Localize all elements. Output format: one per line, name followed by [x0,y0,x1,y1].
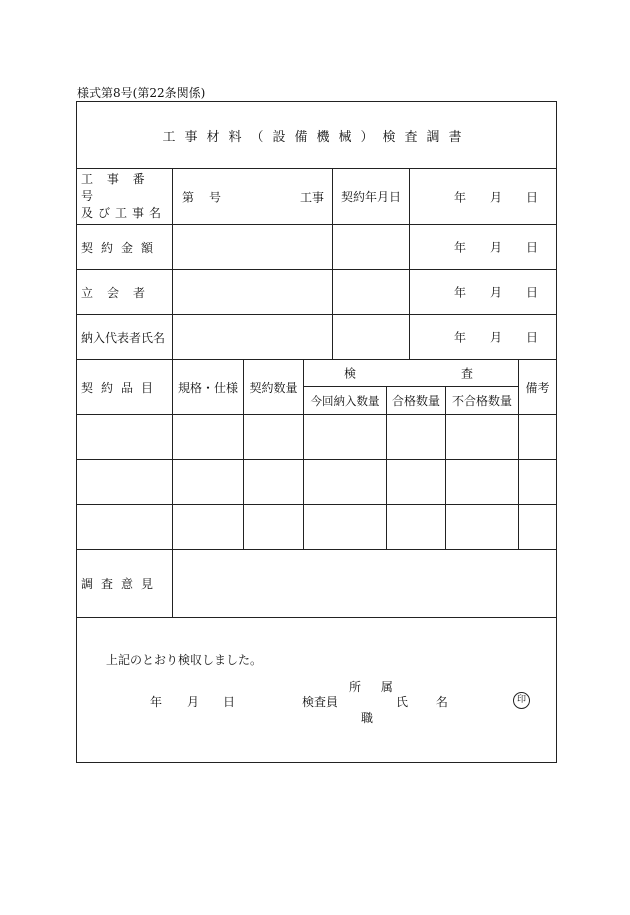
this-delivery-cell[interactable] [304,460,387,505]
table-row [77,415,557,460]
remarks-header: 備考 [519,360,557,415]
inspection-statement-section [77,618,557,763]
this-delivery-header: 今回納入数量 [304,387,387,415]
pass-qty-cell[interactable] [387,415,446,460]
fail-qty-header: 不合格数量 [446,387,519,415]
seal-icon: 印 [513,692,530,709]
day-label: 日 [526,285,539,300]
month-label: 月 [490,240,503,255]
construction-number-label-line1: 工 事 番 号 [81,172,150,203]
inspection-form-table [76,101,557,763]
fail-qty-cell[interactable] [446,460,519,505]
table-row [77,460,557,505]
statement-text: 上記のとおり検収しました。 [106,653,263,667]
delivery-rep-field[interactable] [173,315,333,360]
table-row [77,505,557,550]
inspection-ken: 検 [344,366,357,381]
contract-qty-cell[interactable] [244,505,304,550]
inspection-sa: 査 [461,366,474,381]
delivery-rep-date[interactable] [410,315,557,360]
witness-field[interactable] [173,270,333,315]
pass-qty-header: 合格数量 [387,387,446,415]
go-label: 号 [209,190,222,204]
remarks-cell[interactable] [519,415,557,460]
footer-day-label: 日 [223,695,236,709]
construction-number-label [77,169,173,225]
contract-amount-date[interactable] [410,225,557,270]
spec-cell[interactable] [173,460,244,505]
contract-date-label: 契約年月日 [333,169,410,225]
this-delivery-cell[interactable] [304,505,387,550]
witness-label: 立会者 [77,270,173,315]
construction-number-label-line2: 及び工事名 [81,206,167,220]
kouji-label: 工事 [299,190,324,204]
spec-header: 規格・仕様 [173,360,244,415]
month-label: 月 [490,330,503,345]
contract-amount-extra[interactable] [333,225,410,270]
opinion-label: 調査意見 [77,550,173,618]
item-cell[interactable] [77,415,173,460]
spec-cell[interactable] [173,505,244,550]
opinion-field[interactable] [173,550,557,618]
contract-amount-field[interactable] [173,225,333,270]
month-label: 月 [490,285,503,300]
affiliation-label: 所 属 [349,680,401,694]
contract-qty-header: 契約数量 [244,360,304,415]
form-title: 工事材料（設備機械）検査調書 [77,102,557,169]
spec-cell[interactable] [173,415,244,460]
contract-item-header: 契約品目 [77,360,173,415]
day-label: 日 [526,330,539,345]
inspection-header [304,360,519,387]
month-label: 月 [490,190,503,204]
contract-date-field[interactable] [410,169,557,225]
day-label: 日 [526,240,539,255]
delivery-rep-label: 納入代表者氏名 [77,315,173,360]
construction-number-field[interactable] [173,169,333,225]
pass-qty-cell[interactable] [387,460,446,505]
footer-year-label: 年 [150,695,163,709]
year-label: 年 [454,285,467,300]
witness-date[interactable] [410,270,557,315]
form-number: 様式第8号(第22条関係) [77,86,206,100]
fail-qty-cell[interactable] [446,505,519,550]
witness-extra[interactable] [333,270,410,315]
remarks-cell[interactable] [519,505,557,550]
position-label: 職 [361,711,374,725]
year-label: 年 [454,240,467,255]
footer-month-label: 月 [187,695,200,709]
dai-label: 第 [182,190,195,204]
year-label: 年 [454,190,467,204]
year-label: 年 [454,330,467,345]
contract-qty-cell[interactable] [244,415,304,460]
item-cell[interactable] [77,460,173,505]
inspector-label: 検査員 [302,695,339,709]
day-label: 日 [526,190,539,204]
delivery-rep-extra[interactable] [333,315,410,360]
contract-qty-cell[interactable] [244,460,304,505]
name-label: 氏 名 [396,695,460,709]
fail-qty-cell[interactable] [446,415,519,460]
pass-qty-cell[interactable] [387,505,446,550]
contract-amount-label: 契約金額 [77,225,173,270]
this-delivery-cell[interactable] [304,415,387,460]
item-cell[interactable] [77,505,173,550]
remarks-cell[interactable] [519,460,557,505]
